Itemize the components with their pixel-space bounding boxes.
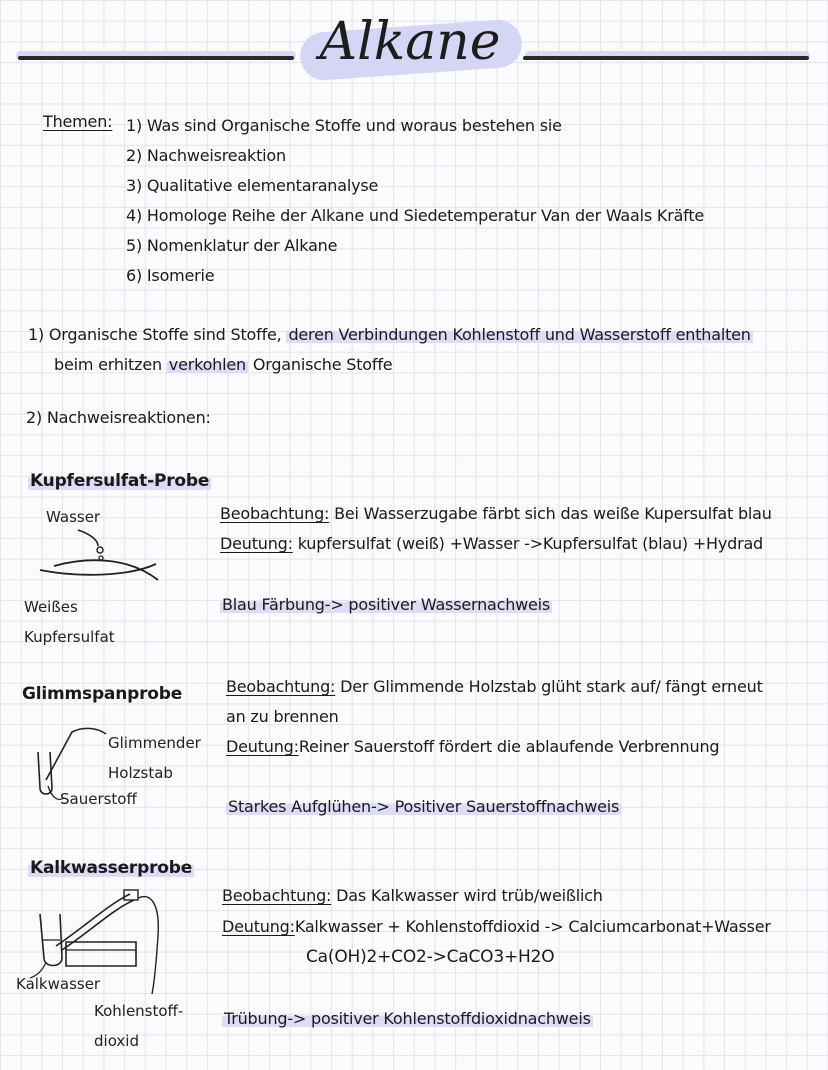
glimm-beobachtung xyxy=(226,677,763,696)
title-rule-left xyxy=(18,56,294,60)
kupfer-label-wasser: Wasser xyxy=(46,508,101,526)
kupfer-deut-text: kupfersulfat (weiß) +Wasser ->Kupfersulfat (blau) +Hydrad xyxy=(292,534,764,553)
kupfer-dish-sketch xyxy=(20,528,180,598)
section1-line2-highlight: verkohlen xyxy=(168,355,246,374)
section1-line2 xyxy=(54,355,392,374)
kalk-label-dioxid: dioxid xyxy=(94,1032,139,1050)
section1-line1 xyxy=(28,325,753,344)
kalk-deut-text: Kalkwasser + Kohlenstoffdioxid -> Calciumcarbonat+Wasser xyxy=(294,917,771,936)
kalk-beobachtung xyxy=(222,886,603,905)
glimm-label-sauerstoff: Sauerstoff xyxy=(60,790,137,808)
kupfer-result xyxy=(220,595,552,614)
kupfer-heading xyxy=(28,471,211,491)
glimm-deut-text: Reiner Sauerstoff fördert die ablaufende Verbrennung xyxy=(298,737,720,756)
glimm-heading: Glimmspanprobe xyxy=(22,684,183,704)
themen-item-2: 2) Nachweisreaktion xyxy=(126,146,286,165)
section1-line2-end: Organische Stoffe xyxy=(247,355,393,374)
title-area xyxy=(0,0,828,90)
glimm-deutung xyxy=(226,737,719,756)
kupfer-beob-text: Bei Wasserzugabe färbt sich das weiße Kupersulfat blau xyxy=(329,504,772,523)
themen-item-5: 5) Nomenklatur der Alkane xyxy=(126,236,338,255)
kalk-result xyxy=(222,1009,593,1028)
glimm-beob-label: Beobachtung: xyxy=(226,677,336,696)
glimm-label-holzstab: Holzstab xyxy=(108,764,173,782)
themen-item-4: 4) Homologe Reihe der Alkane und Siedetemperatur Van der Waals Kräfte xyxy=(126,206,705,225)
kupfer-beobachtung xyxy=(220,504,772,523)
section1-line1-highlight: deren Verbindungen Kohlenstoff und Wasserstoff enthalten xyxy=(288,325,751,344)
title-rule-right xyxy=(523,56,809,60)
kupfer-deut-label: Deutung: xyxy=(220,534,293,553)
page-title: Alkane xyxy=(319,12,501,72)
glimm-result xyxy=(226,797,621,816)
kupfer-deutung xyxy=(220,534,763,553)
kupfer-label-weisses: Weißes xyxy=(24,598,78,616)
kalk-equation: Ca(OH)2+CO2->CaCO3+H2O xyxy=(306,947,555,967)
kalk-beob-text: Das Kalkwasser wird trüb/weißlich xyxy=(331,886,603,905)
glimm-beob-text-2: an zu brennen xyxy=(226,707,339,726)
kalk-heading-text: Kalkwasserprobe xyxy=(30,858,193,878)
section1-line2-start: beim erhitzen xyxy=(54,355,167,374)
themen-label: Themen: xyxy=(43,112,113,131)
kupfer-heading-text: Kupfersulfat-Probe xyxy=(30,471,210,491)
kupfer-result-text: Blau Färbung-> positiver Wassernachweis xyxy=(222,595,551,614)
glimm-deut-label: Deutung: xyxy=(226,737,299,756)
kalk-label-kalkwasser: Kalkwasser xyxy=(16,975,101,993)
glimm-label-glimmender: Glimmender xyxy=(108,734,201,752)
kalk-heading xyxy=(28,858,194,878)
kupfer-label-kupfersulfat: Kupfersulfat xyxy=(24,628,115,646)
kalk-beob-label: Beobachtung: xyxy=(222,886,332,905)
section2-heading: 2) Nachweisreaktionen: xyxy=(26,408,211,427)
kupfer-beob-label: Beobachtung: xyxy=(220,504,330,523)
themen-item-6: 6) Isomerie xyxy=(126,266,215,285)
kalk-label-kohlenstoff: Kohlenstoff- xyxy=(94,1002,184,1020)
kalk-deutung xyxy=(222,917,771,936)
themen-item-1: 1) Was sind Organische Stoffe und woraus bestehen sie xyxy=(126,116,562,135)
kalk-result-text: Trübung-> positiver Kohlenstoffdioxidnachweis xyxy=(224,1009,591,1028)
glimm-result-text: Starkes Aufglühen-> Positiver Sauerstoffnachweis xyxy=(228,797,620,816)
kalk-deut-label: Deutung: xyxy=(222,917,295,936)
section1-line1-start: 1) Organische Stoffe sind Stoffe, xyxy=(28,325,287,344)
glimm-beob-text: Der Glimmende Holzstab glüht stark auf/ fängt erneut xyxy=(335,677,763,696)
themen-item-3: 3) Qualitative elementaranalyse xyxy=(126,176,379,195)
